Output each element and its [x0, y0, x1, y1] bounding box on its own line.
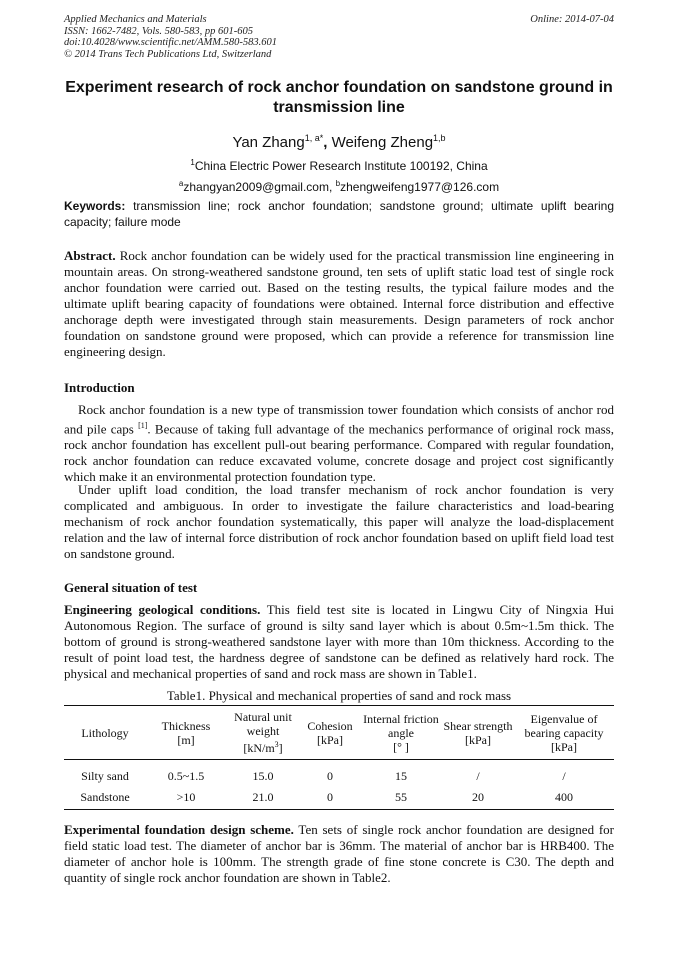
- intro-paragraph-1-text: Rock anchor foundation is a new type of transmission tower foundation which consists of anchor rod and pile caps: [64, 402, 614, 437]
- author-name: Yan Zhang: [232, 134, 305, 151]
- cell-shear-strength: 20: [442, 785, 514, 810]
- email-separator: ,: [328, 180, 336, 194]
- copyright-line: © 2014 Trans Tech Publications Ltd, Switzerland: [64, 48, 272, 60]
- abstract: [64, 248, 614, 360]
- geo-label: Engineering geological conditions.: [64, 602, 261, 617]
- section-heading-general: General situation of test: [64, 580, 198, 595]
- table-row: [64, 785, 614, 810]
- cell-friction-angle: 55: [360, 785, 442, 810]
- table1-caption: Table1. Physical and mechanical properties of sand and rock mass: [166, 688, 512, 703]
- intro-paragraph-1: [64, 402, 614, 485]
- col-thickness: Thickness [m]: [146, 706, 226, 760]
- table-header-row: [64, 706, 614, 760]
- author-name: Weifeng Zheng: [331, 134, 434, 151]
- table1: [64, 705, 614, 810]
- cell-friction-angle: 15: [395, 769, 407, 784]
- affiliation: [64, 155, 614, 174]
- col-cohesion: Cohesion [kPa]: [300, 706, 360, 760]
- cell-thickness: 0.5~1.5: [167, 769, 205, 784]
- cell-thickness: >10: [146, 785, 226, 810]
- issn-line: ISSN: 1662-7482, Vols. 580-583, pp 601-605: [64, 25, 253, 37]
- cell-shear-strength: /: [476, 769, 480, 784]
- abstract-text: Rock anchor foundation can be widely used for the practical transmission line engineering in mountain areas. On strong-weathered sandstone ground, ten sets of uplift static load test of single rock anchor foundation were carried out. Based on the testing results, the typical failure modes and the ultimate uplift bearing capacity of foundations were obtained. Internal force distribution and effective anchorage depth were investigated through stain measurements. Design parameters of rock anchor foundation on sandstone ground were proposed, which can provide a reference for transmission line engineering design.: [64, 248, 614, 359]
- author-separator: ,: [323, 134, 332, 151]
- col-shear-strength: Shear strength [kPa]: [442, 706, 514, 760]
- col-lithology: Lithology: [64, 706, 146, 760]
- design-text: Ten sets of single rock anchor foundation are designed for field static load test. The diameter of anchor bar is 36mm. The material of anchor bar is HRB400. The diameter of anchor hole is 100mm. The strength grade of fine stone concrete is C30. The depth and quantity of single rock anchor foundation are shown in Table2.: [64, 822, 615, 885]
- geo-text: This field test site is located in Lingwu City of Ningxia Hui Autonomous Region. The surface of ground is silty sand layer which is about 0.5m~1.5m thick. The bottom of ground is strong-weathered sandstone layer with more than 10m thickness. According to the result of point load test, the hardness degree of sandstone can be defined as relatively hard rock. The physical and mechanical properties of sand and rock mass are shown in Table1.: [64, 602, 614, 681]
- cell-bearing-capacity: /: [562, 769, 566, 784]
- email-b[interactable]: zhengweifeng1977@126.com: [340, 180, 500, 194]
- affiliation-superscript: 1: [190, 158, 195, 167]
- author-superscript: 1,b: [433, 133, 446, 143]
- intro-paragraph-2: Under uplift load condition, the load transfer mechanism of rock anchor foundation is very complicated and ambiguous. In order to investigate the failure characteristics and load-bearing mechanism of rock anchor foundation systematically, this paper will analyze the load-displacement relation and the law of internal force distribution of rock anchor foundation based on uplift field load test on sandstone ground.: [64, 482, 614, 561]
- col-unit-weight: Natural unit weight $[kN/m^3]$: [226, 706, 300, 760]
- keywords: [64, 198, 614, 230]
- citation-ref[interactable]: [1]: [138, 421, 148, 430]
- email-line: [64, 176, 614, 195]
- email-superscript: b: [335, 179, 341, 188]
- publication-header: [64, 14, 614, 60]
- author-superscript: 1, a*: [304, 133, 324, 143]
- email-superscript: a: [178, 179, 184, 188]
- cell-cohesion: 0: [327, 769, 333, 784]
- design-label: Experimental foundation design scheme.: [64, 822, 294, 837]
- doi-line: doi:10.4028/www.scientific.net/AMM.580-583.601: [64, 37, 277, 48]
- cell-bearing-capacity: 400: [514, 785, 614, 810]
- cell-lithology: Sandstone: [64, 785, 146, 810]
- table-row: [64, 760, 614, 785]
- cell-unit-weight: 21.0: [226, 785, 300, 810]
- intro-paragraph-1-text-cont: . Because of taking full advantage of the mechanics performance of original rock mass, rock anchor foundation has excellent pull-out bearing performance. Compared with regular foundation, rock anchor foundation can reduce excavated volume, concrete dosage and project cost significantly which make it an environmental protection foundation type.: [64, 421, 614, 485]
- abstract-label: Abstract.: [64, 248, 116, 263]
- cell-cohesion: 0: [300, 785, 360, 810]
- email-a[interactable]: zhangyan2009@gmail.com: [183, 180, 329, 194]
- keywords-text: transmission line; rock anchor foundation; sandstone ground; ultimate uplift bearing capacity; failure mode: [64, 199, 614, 229]
- keywords-label: Keywords:: [64, 199, 126, 213]
- geological-conditions-paragraph: [64, 602, 614, 682]
- online-date: Online: 2014-07-04: [530, 14, 614, 25]
- affiliation-text: China Electric Power Research Institute 100192, China: [194, 159, 488, 173]
- section-heading-introduction: Introduction: [64, 380, 135, 395]
- journal-name: Applied Mechanics and Materials: [64, 14, 207, 25]
- col-bearing-capacity: Eigenvalue of bearing capacity [kPa]: [514, 706, 614, 760]
- cell-lithology: Silty sand: [81, 769, 129, 784]
- col-friction-angle: Internal friction angle [° ]: [360, 706, 442, 760]
- design-scheme-paragraph: [64, 822, 614, 886]
- paper-title: Experiment research of rock anchor foundation on sandstone ground in transmission line: [65, 79, 613, 116]
- cell-unit-weight: 15.0: [252, 769, 274, 784]
- author-line: [64, 129, 614, 152]
